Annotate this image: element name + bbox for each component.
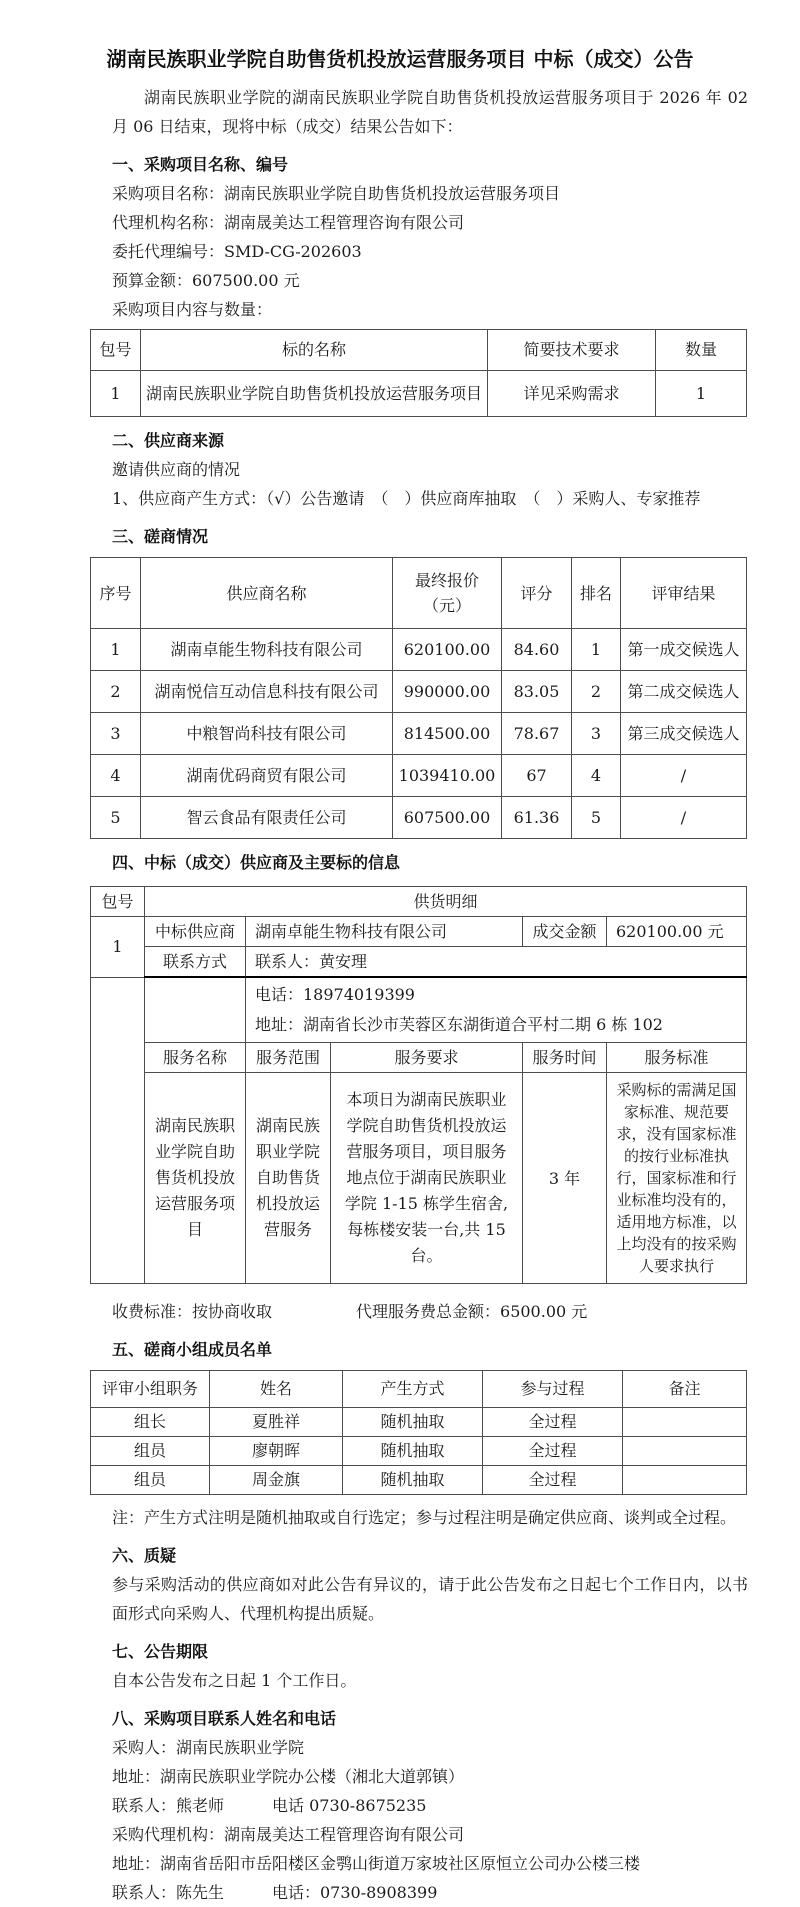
table-cell: 湖南优码商贸有限公司: [141, 755, 393, 797]
table-row: [91, 713, 747, 755]
purchaser-contact-line: 联系人：熊老师 电话 0730-8675235: [112, 1796, 427, 1815]
fee-line: [112, 1297, 746, 1326]
supply-detail-header: 供货明细: [145, 887, 747, 917]
table-cell: 第二成交候选人: [621, 671, 747, 713]
panel-note: 注：产生方式注明是随机抽取或自行选定；参与过程注明是确定供应商、谈判或全过程。: [112, 1508, 737, 1527]
header-cell: 服务时间: [523, 1043, 607, 1073]
table-cell: 61.36: [502, 797, 572, 839]
announcement-period-line: 自本公告发布之日起 1 个工作日。: [112, 1671, 357, 1690]
award-detail-table: [90, 886, 747, 1284]
contact-address: 地址：湖南省长沙市芙蓉区东湖街道合平村二期 6 栋 102: [255, 1015, 663, 1034]
purchaser-address-line: 地址：湖南民族职业学院办公楼（湘北大道郭镇）: [112, 1767, 465, 1786]
table-row: [91, 671, 747, 713]
table-cell: 详见采购需求: [488, 371, 656, 417]
table-cell: 第一成交候选人: [621, 629, 747, 671]
table-header-row: [91, 1371, 747, 1408]
table-row: [91, 1437, 747, 1466]
contact-person-cell: 联系人：黄安理: [246, 947, 747, 978]
table-cell: 周金旗: [210, 1466, 343, 1495]
negotiation-table: [90, 557, 747, 839]
section7-heading: 七、公告期限: [112, 1642, 209, 1661]
table-cell: 84.60: [502, 629, 572, 671]
service-name-cell: 湖南民族职业学院自助售货机投放运营服务项目: [145, 1073, 246, 1284]
table-cell: 67: [502, 755, 572, 797]
header-cell: 备注: [623, 1371, 747, 1408]
header-cell: 序号: [91, 558, 141, 629]
section1-heading: 一、采购项目名称、编号: [112, 155, 289, 174]
section6-heading: 六、质疑: [112, 1546, 177, 1565]
contact-row: [91, 947, 747, 978]
table-cell: 组员: [91, 1466, 210, 1495]
table-cell: 83.05: [502, 671, 572, 713]
table-row: [91, 629, 747, 671]
service-time-cell: 3 年: [523, 1073, 607, 1284]
header-cell: 评审小组职务: [91, 1371, 210, 1408]
content-quantity-table: [90, 329, 747, 417]
header-cell: 标的名称: [141, 330, 488, 371]
table-cell: 3: [572, 713, 621, 755]
contact-detail-row: [91, 977, 747, 1043]
table-cell: [623, 1408, 747, 1437]
budget-line: 预算金额：607500.00 元: [112, 271, 300, 290]
header-cell: 简要技术要求: [488, 330, 656, 371]
contact-detail-cell: [246, 977, 747, 1043]
amount-label-cell: 成交金额: [523, 917, 607, 947]
header-cell: 包号: [91, 330, 141, 371]
table-cell: [623, 1437, 747, 1466]
table-cell: 4: [572, 755, 621, 797]
agency-fee-total: 代理服务费总金额：6500.00 元: [356, 1302, 588, 1321]
table-cell: 1: [91, 371, 141, 417]
winner-name-cell: 湖南卓能生物科技有限公司: [246, 917, 523, 947]
table-cell: 3: [91, 713, 141, 755]
header-cell: 供应商名称: [141, 558, 393, 629]
table-cell: 第三成交候选人: [621, 713, 747, 755]
header-cell: 数量: [656, 330, 747, 371]
header-cell: 服务范围: [246, 1043, 331, 1073]
table-cell: 夏胜祥: [210, 1408, 343, 1437]
table-cell: 廖朝晖: [210, 1437, 343, 1466]
purchaser-line: 采购人：湖南民族职业学院: [112, 1738, 305, 1757]
table-cell: 78.67: [502, 713, 572, 755]
section3-heading: 三、磋商情况: [112, 527, 209, 546]
service-header-row: [91, 1043, 747, 1073]
package-number-cell: 1: [91, 917, 145, 978]
table-cell: 智云食品有限责任公司: [141, 797, 393, 839]
content-quantity-line: 采购项目内容与数量：: [112, 300, 273, 319]
agency-line: 采购代理机构：湖南晟美达工程管理咨询有限公司: [112, 1825, 465, 1844]
winner-row: [91, 917, 747, 947]
table-cell: 随机抽取: [343, 1466, 483, 1495]
page-title: 湖南民族职业学院自助售货机投放运营服务项目 中标（成交）公告: [106, 47, 694, 71]
table-cell: 全过程: [483, 1408, 623, 1437]
header-cell: 评分: [502, 558, 572, 629]
header-cell: 服务名称: [145, 1043, 246, 1073]
project-name-line: 采购项目名称：湖南民族职业学院自助售货机投放运营服务项目: [112, 184, 561, 203]
supplier-source-line: 1、供应商产生方式：（√）公告邀请 （ ）供应商库抽取 （ ）采购人、专家推荐: [112, 489, 701, 508]
objection-paragraph: 参与采购活动的供应商如对此公告有异议的，请于此公告发布之日起七个工作日内，以书面形式向采购人、代理机构提出质疑。: [112, 1575, 748, 1623]
service-requirement-cell: 本项日为湖南民族职业学院自助售货机投放运营服务项目，项目服务地点位于湖南民族职业学院 1-15 栋学生宿舍,每栋楼安装一台,共 15 台。: [331, 1073, 523, 1284]
table-cell: 湖南卓能生物科技有限公司: [141, 629, 393, 671]
table-header-row: [91, 887, 747, 917]
header-cell: 排名: [572, 558, 621, 629]
table-cell: 随机抽取: [343, 1437, 483, 1466]
table-cell: 湖南悦信互动信息科技有限公司: [141, 671, 393, 713]
table-row: [91, 1408, 747, 1437]
contact-phone: 电话：18974019399: [255, 985, 415, 1004]
header-cell: 服务要求: [331, 1043, 523, 1073]
table-cell: [623, 1466, 747, 1495]
service-detail-row: [91, 1073, 747, 1284]
table-cell: 4: [91, 755, 141, 797]
table-row: [91, 371, 747, 417]
table-row: [91, 755, 747, 797]
section8-heading: 八、采购项目联系人姓名和电话: [112, 1709, 337, 1728]
table-row: [91, 797, 747, 839]
table-cell: 全过程: [483, 1437, 623, 1466]
table-cell: 5: [91, 797, 141, 839]
table-cell: 620100.00: [393, 629, 502, 671]
header-cell: 姓名: [210, 1371, 343, 1408]
panel-members-table: [90, 1370, 747, 1495]
service-scope-cell: 湖南民族职业学院自助售货机投放运营服务: [246, 1073, 331, 1284]
invite-suppliers-line: 邀请供应商的情况: [112, 460, 241, 479]
service-standard-cell: 采购标的需满足国家标准、规范要求，没有国家标准的按行业标准执行，国家标准和行业标准均没有的，适用地方标准，以上均没有的按采购人要求执行: [607, 1073, 747, 1284]
header-cell: 评审结果: [621, 558, 747, 629]
table-cell: 全过程: [483, 1466, 623, 1495]
header-cell: 产生方式: [343, 1371, 483, 1408]
package-col-header: 包号: [91, 887, 145, 917]
winner-label-cell: 中标供应商: [145, 917, 246, 947]
agency-contact-line: 联系人：陈先生 电话：0730-8908399: [112, 1883, 438, 1902]
table-cell: 1: [91, 629, 141, 671]
header-cell: 参与过程: [483, 1371, 623, 1408]
section5-heading: 五、磋商小组成员名单: [112, 1340, 273, 1359]
table-cell: 1039410.00: [393, 755, 502, 797]
intro-paragraph: 湖南民族职业学院的湖南民族职业学院自助售货机投放运营服务项目于 2026 年 02 月 06 日结束，现将中标（成交）结果公告如下：: [112, 88, 748, 136]
agency-name-line: 代理机构名称：湖南晟美达工程管理咨询有限公司: [112, 213, 465, 232]
agency-address-line: 地址：湖南省岳阳市岳阳楼区金鹗山街道万家坡社区原恒立公司办公楼三楼: [112, 1854, 641, 1873]
section2-heading: 二、供应商来源: [112, 431, 225, 450]
table-cell: 607500.00: [393, 797, 502, 839]
agency-ref-line: 委托代理编号：SMD-CG-202603: [112, 242, 362, 261]
table-cell: 随机抽取: [343, 1408, 483, 1437]
table-cell: /: [621, 797, 747, 839]
table-header-row: [91, 330, 747, 371]
empty-package-cell: [91, 977, 145, 1284]
table-cell: 组长: [91, 1408, 210, 1437]
table-cell: 中粮智尚科技有限公司: [141, 713, 393, 755]
table-cell: 湖南民族职业学院自助售货机投放运营服务项目: [141, 371, 488, 417]
table-cell: 2: [572, 671, 621, 713]
table-cell: /: [621, 755, 747, 797]
table-header-row: [91, 558, 747, 629]
empty-cell: [145, 977, 246, 1043]
table-cell: 1: [656, 371, 747, 417]
table-cell: 814500.00: [393, 713, 502, 755]
contact-label-cell: 联系方式: [145, 947, 246, 978]
header-cell: 服务标准: [607, 1043, 747, 1073]
section4-heading: 四、中标（成交）供应商及主要标的信息: [112, 853, 401, 872]
fee-standard: 收费标准：按协商收取: [112, 1302, 273, 1321]
amount-value-cell: 620100.00 元: [607, 917, 747, 947]
header-cell: 最终报价（元）: [393, 558, 502, 629]
table-cell: 2: [91, 671, 141, 713]
table-cell: 990000.00: [393, 671, 502, 713]
table-cell: 1: [572, 629, 621, 671]
table-cell: 5: [572, 797, 621, 839]
table-cell: 组员: [91, 1437, 210, 1466]
table-row: [91, 1466, 747, 1495]
